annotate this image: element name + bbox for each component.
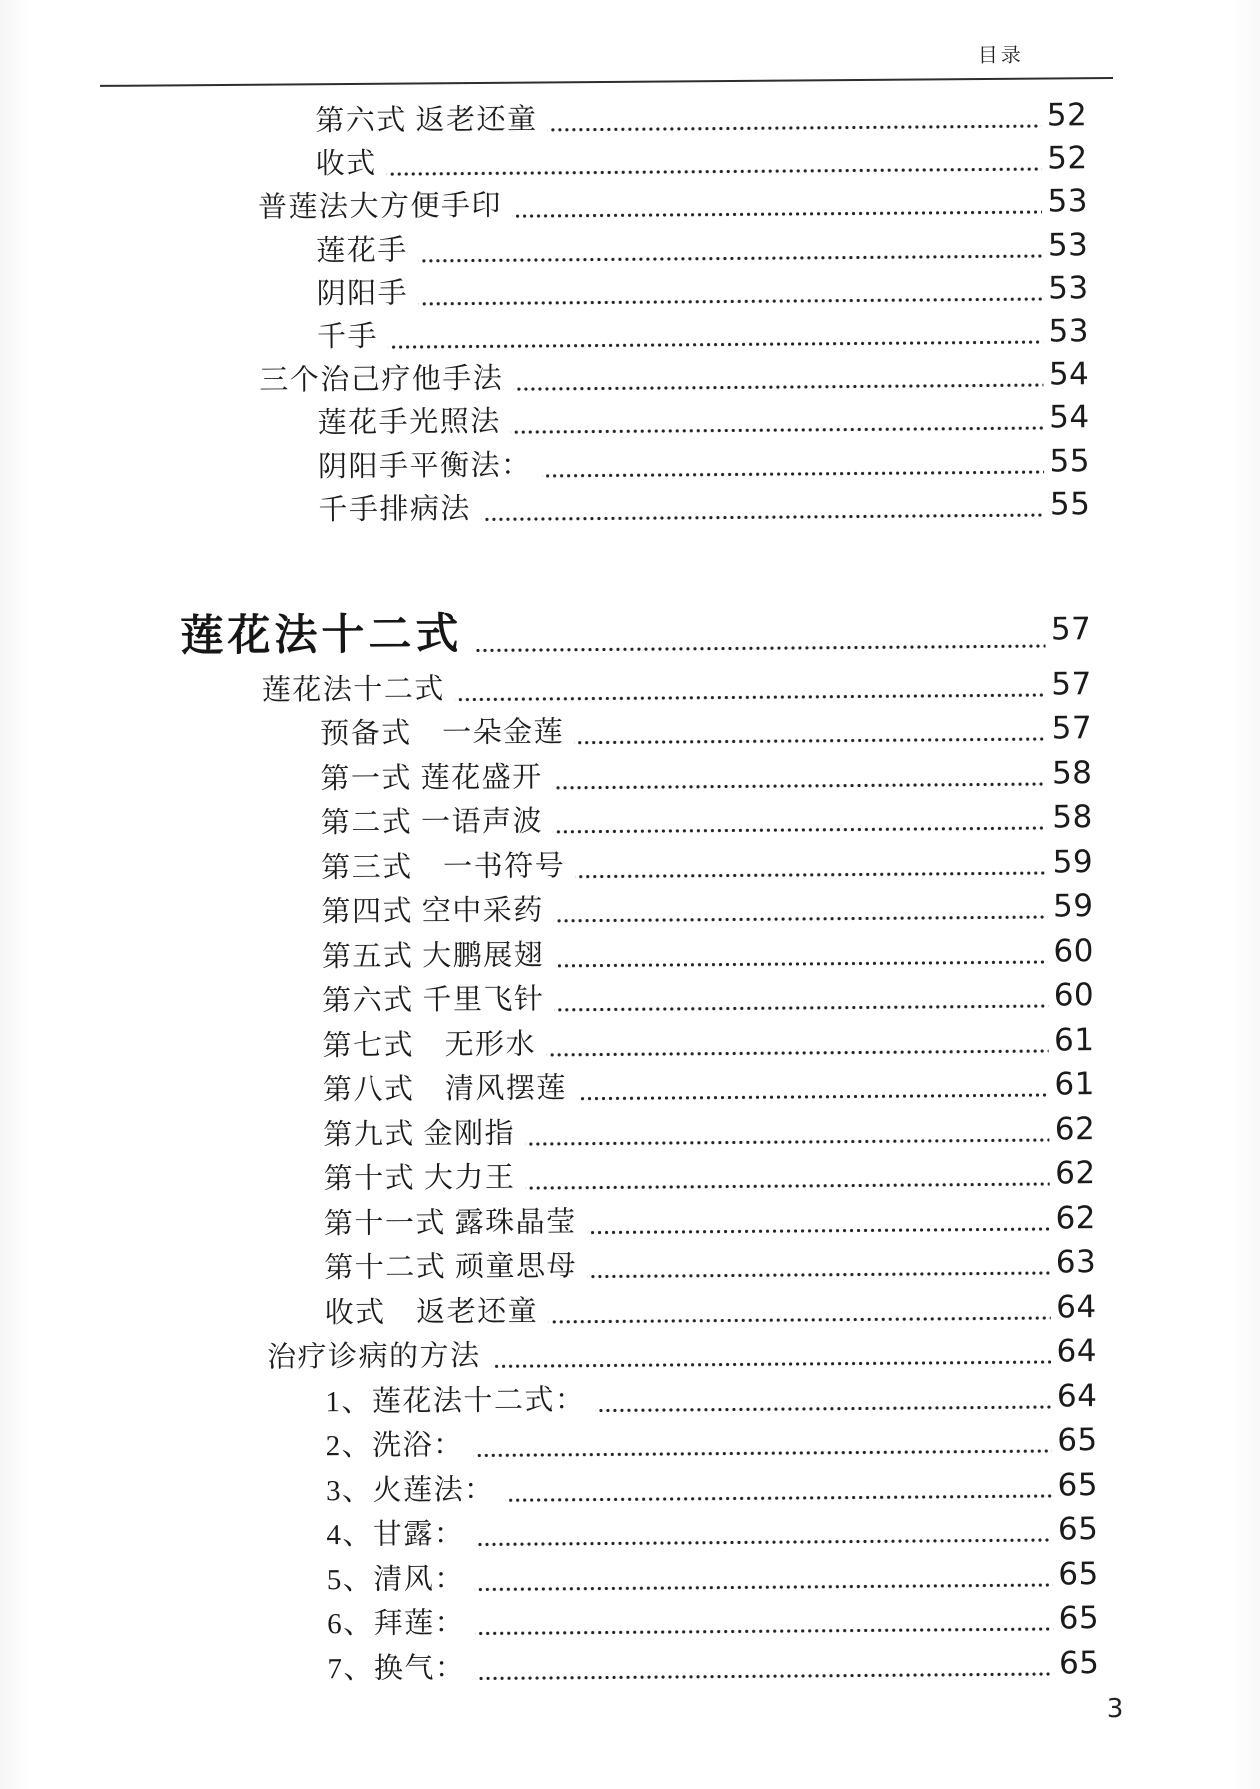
dot-leader (587, 1196, 1050, 1244)
toc-entry-page-number: 64 (1056, 1288, 1097, 1326)
toc-entry-page-number: 54 (1049, 399, 1090, 436)
toc-entry-label: 莲花手光照法 (317, 406, 501, 440)
dot-leader (525, 1107, 1049, 1156)
toc-entry-page-number: 53 (1047, 226, 1089, 264)
toc-entry-label: 第十二式 顽童思母 (324, 1250, 578, 1285)
page-header-title: 目录 (977, 44, 1024, 68)
toc-entry-label: 第一式 莲花盛开 (320, 761, 543, 795)
toc-entry-label: 千手排病法 (318, 492, 472, 527)
toc (0, 94, 1099, 1694)
toc-entry-label: 第二式 一语声波 (320, 805, 544, 840)
dot-leader (475, 1597, 1053, 1646)
toc-entry-page-number: 61 (1053, 1021, 1095, 1059)
toc-heading-page-number: 57 (1050, 611, 1092, 648)
toc-entry-label: 2、洗浴： (325, 1429, 464, 1463)
toc-entry-page-number: 55 (1049, 485, 1091, 523)
toc-entry-label: 千手 (316, 320, 379, 354)
dot-leader (474, 1508, 1052, 1557)
toc-entry-page-number: 54 (1048, 356, 1090, 393)
dot-leader (553, 796, 1047, 844)
toc-entry-row (12, 1641, 1099, 1694)
toc-entry-label: 第三式 一书符号 (321, 849, 566, 884)
toc-entry-label: 第五式 大鹏展翅 (321, 939, 545, 973)
toc-entry-label: 第九式 金刚指 (323, 1117, 516, 1151)
toc-entry-page-number: 55 (1049, 442, 1091, 480)
dot-leader (512, 181, 1042, 228)
page-footer-number: 3 (1106, 1693, 1124, 1725)
dot-leader (418, 224, 1042, 272)
toc-entry-page-number: 65 (1057, 1466, 1099, 1504)
toc-entry-page-number: 52 (1047, 140, 1088, 177)
toc-entry-page-number: 65 (1057, 1422, 1098, 1459)
toc-entry-label: 三个治己疗他手法 (259, 362, 504, 397)
dot-leader (554, 929, 1048, 977)
toc-entry-label: 4、甘露： (326, 1518, 465, 1552)
header-rule (100, 77, 1113, 87)
toc-entry-page-number: 62 (1055, 1155, 1096, 1192)
dot-leader (511, 397, 1044, 444)
toc-entry-page-number: 65 (1057, 1511, 1099, 1548)
dot-leader (541, 440, 1043, 487)
toc-entry-page-number: 52 (1046, 97, 1088, 134)
toc-entry-label: 阴阳手 (316, 277, 409, 311)
dot-leader (455, 662, 1046, 711)
section-gap (4, 526, 1092, 607)
toc-entry-page-number: 61 (1054, 1066, 1096, 1103)
dot-leader (475, 1552, 1053, 1601)
dot-leader (490, 1330, 1050, 1379)
toc-entry-label: 第八式 清风摆莲 (322, 1072, 568, 1107)
toc-entry-label: 莲花手 (316, 234, 408, 267)
toc-entry-label: 普莲法大方便手印 (257, 190, 503, 225)
toc-entry-page-number: 58 (1052, 799, 1093, 836)
dot-leader (475, 1641, 1053, 1690)
toc-entry-page-number: 65 (1058, 1600, 1100, 1637)
dot-leader (574, 707, 1046, 755)
toc-entry-page-number: 59 (1052, 888, 1094, 925)
dot-leader (504, 1463, 1051, 1512)
dot-leader (513, 354, 1043, 401)
toc-entry-label: 7、换气： (327, 1651, 466, 1685)
toc-entry-page-number: 53 (1047, 183, 1089, 220)
toc-entry-label: 1、莲花法十二式： (325, 1383, 586, 1418)
toc-heading-label: 莲花法十二式 (180, 611, 463, 661)
toc-entry-label: 第六式 千里飞针 (322, 983, 545, 1018)
dot-leader (525, 1152, 1049, 1201)
toc-entry-label: 第六式 返老还童 (315, 103, 538, 138)
dot-leader (388, 310, 1043, 358)
toc-entry-label: 第十式 大力王 (323, 1161, 516, 1196)
dot-leader (481, 483, 1044, 531)
toc-entry-page-number: 63 (1055, 1244, 1097, 1281)
dot-leader (418, 267, 1042, 315)
toc-entry-label: 6、拜莲： (326, 1607, 466, 1641)
toc-entry-label: 收式 返老还童 (324, 1295, 539, 1329)
toc-entry-label: 第四式 空中采药 (321, 894, 544, 929)
toc-heading-row (4, 598, 1091, 671)
dot-leader (575, 840, 1047, 888)
toc-entry-row (3, 483, 1090, 535)
toc-entry-page-number: 65 (1058, 1555, 1099, 1593)
toc-entry-page-number: 64 (1056, 1333, 1098, 1370)
toc-entry-page-number: 60 (1053, 977, 1095, 1014)
toc-entry-page-number: 57 (1051, 710, 1093, 747)
dot-leader (387, 138, 1042, 186)
toc-entry-label: 阴阳手平衡法： (317, 449, 532, 483)
dot-leader (554, 885, 1048, 933)
toc-entry-label: 3、火莲法： (325, 1473, 495, 1507)
dot-leader (546, 1018, 1048, 1066)
dot-leader (554, 974, 1048, 1022)
dot-leader (472, 598, 1045, 666)
toc-entry-page-number: 59 (1052, 843, 1094, 881)
toc-entry-label: 莲花法十二式 (261, 672, 445, 707)
toc-entry-page-number: 60 (1053, 932, 1094, 970)
toc-entry-page-number: 64 (1056, 1377, 1098, 1415)
toc-entry-page-number: 65 (1058, 1644, 1100, 1682)
dot-leader (548, 1285, 1050, 1333)
toc-entry-label: 预备式 一朵金莲 (320, 716, 565, 751)
toc-entry-page-number: 57 (1051, 665, 1092, 703)
toc-entry-page-number: 53 (1048, 270, 1089, 307)
toc-entry-label: 第十一式 露珠晶莹 (323, 1205, 577, 1240)
dot-leader (587, 1241, 1050, 1289)
dot-leader (553, 751, 1047, 799)
toc-entry-label: 收式 (315, 148, 377, 181)
toc-entry-page-number: 58 (1051, 754, 1093, 792)
dot-leader (547, 95, 1041, 142)
toc-entry-page-number: 62 (1055, 1199, 1097, 1237)
toc-entry-label: 5、清风： (326, 1562, 465, 1596)
dot-leader (577, 1063, 1049, 1111)
dot-leader (474, 1419, 1052, 1468)
toc-entry-label: 治疗诊病的方法 (266, 1340, 481, 1374)
dot-leader (595, 1374, 1051, 1422)
toc-entry-label: 第七式 无形水 (322, 1028, 537, 1062)
toc-entry-page-number: 53 (1048, 313, 1090, 350)
toc-entry-page-number: 62 (1054, 1110, 1096, 1148)
